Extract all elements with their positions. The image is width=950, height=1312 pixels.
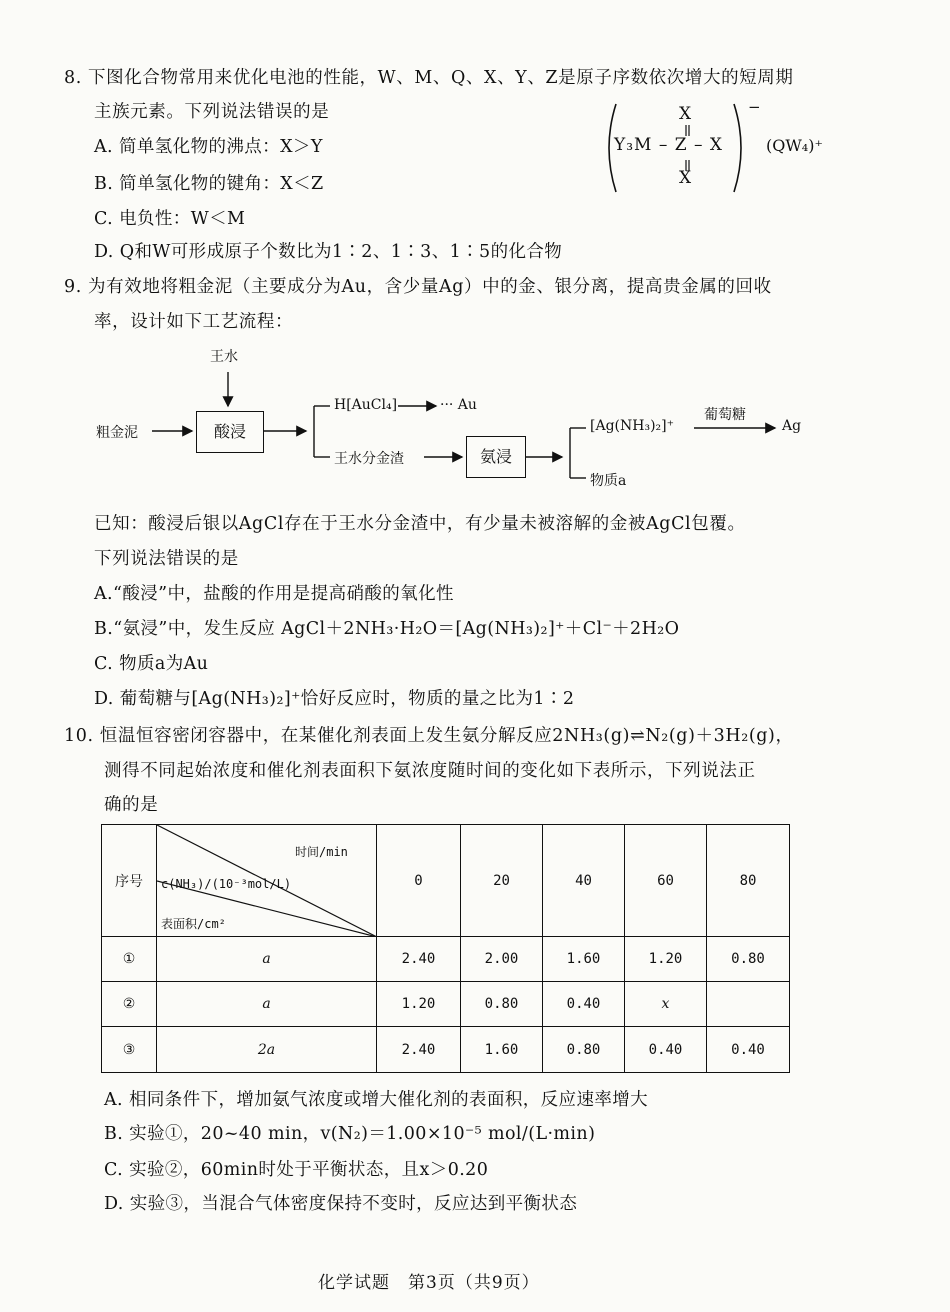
table-cell: 1.60	[461, 1027, 543, 1073]
flow-substance-a: 物质a	[590, 473, 627, 489]
q9-option-b: B.“氨浸”中，发生反应 AgCl＋2NH₃·H₂O＝[Ag(NH₃)₂]⁺＋Cl⁻＋2H₂O	[94, 619, 680, 639]
table-row	[102, 1027, 790, 1073]
flow-acid-leach-box: 酸浸	[196, 411, 264, 453]
row-no: ②	[102, 982, 157, 1027]
flow-aqua-regia: 王水	[210, 349, 238, 365]
row-no: ③	[102, 1027, 157, 1073]
table-cell: 0.80	[707, 937, 790, 982]
q9-stem-line2: 率，设计如下工艺流程：	[94, 312, 294, 332]
row-area: 2a	[157, 1027, 377, 1073]
flow-ag: Ag	[782, 418, 802, 434]
q10-option-a: A. 相同条件下，增加氨气浓度或增大催化剂的表面积，反应速率增大	[104, 1090, 649, 1110]
table-cell: 0.40	[543, 982, 625, 1027]
table-cell: 0.80	[543, 1027, 625, 1073]
flow-crude-gold-mud: 粗金泥	[96, 425, 138, 441]
structure-top-x: X	[679, 104, 692, 124]
table-cell: 0.80	[461, 982, 543, 1027]
flow-glucose: 葡萄糖	[704, 407, 746, 423]
q9-known: 已知：酸浸后银以AgCl存在于王水分金渣中，有少量未被溶解的金被AgCl包覆。	[94, 514, 746, 534]
header-concentration: c(NH₃)/(10⁻³mol/L)	[161, 877, 292, 891]
q10-data-table	[101, 824, 790, 1073]
q9-option-d: D. 葡萄糖与[Ag(NH₃)₂]⁺恰好反应时，物质的量之比为1∶2	[94, 689, 575, 709]
q8-option-b: B. 简单氢化物的键角：X＜Z	[94, 174, 324, 194]
table-row	[102, 982, 790, 1027]
q8-option-c: C. 电负性：W＜M	[94, 209, 246, 229]
q10-stem-line2: 测得不同起始浓度和催化剂表面积下氨浓度随时间的变化如下表所示，下列说法正	[104, 761, 756, 781]
q10-stem-line1: 10. 恒温恒容密闭容器中，在某催化剂表面上发生氨分解反应2NH₃(g)⇌N₂(g)＋3H₂(g)，	[64, 726, 794, 746]
table-cell: 2.40	[377, 1027, 461, 1073]
flow-h-aucl4: H[AuCl₄]	[334, 397, 398, 413]
time-col-2: 40	[543, 825, 625, 937]
table-cell: 2.00	[461, 937, 543, 982]
flow-au: ··· Au	[440, 397, 477, 413]
header-time: 时间/min	[295, 845, 348, 859]
table-cell: 0.40	[707, 1027, 790, 1073]
structure-charge: −	[748, 98, 761, 116]
page-footer: 化学试题 第3页（共9页）	[318, 1273, 540, 1293]
q9-flowchart	[90, 340, 820, 500]
flow-ag-complex: [Ag(NH₃)₂]⁺	[590, 418, 674, 434]
q10-option-d: D. 实验③，当混合气体密度保持不变时，反应达到平衡状态	[104, 1194, 578, 1214]
header-serial-no: 序号	[102, 825, 157, 937]
header-surface-area: 表面积/cm²	[161, 917, 226, 931]
q10-option-c: C. 实验②，60min时处于平衡状态，且x＞0.20	[104, 1160, 489, 1180]
row-no: ①	[102, 937, 157, 982]
structure-cation: (QW₄)⁺	[766, 136, 823, 155]
table-cell: x	[625, 982, 707, 1027]
header-diagonal-cell	[157, 825, 377, 937]
q8-option-d: D. Q和W可形成原子个数比为1∶2、1∶3、1∶5的化合物	[94, 242, 563, 262]
time-col-3: 60	[625, 825, 707, 937]
q9-prompt: 下列说法错误的是	[94, 549, 239, 569]
q9-stem-line1: 9. 为有效地将粗金泥（主要成分为Au，含少量Ag）中的金、银分离，提高贵金属的回收	[64, 277, 772, 297]
q10-stem-line3: 确的是	[104, 795, 159, 815]
table-cell: 1.20	[625, 937, 707, 982]
table-header-row	[102, 825, 790, 937]
q9-option-a: A.“酸浸”中，盐酸的作用是提高硝酸的氧化性	[94, 584, 454, 604]
time-col-0: 0	[377, 825, 461, 937]
table-cell: 2.40	[377, 937, 461, 982]
q8-option-a: A. 简单氢化物的沸点：X＞Y	[94, 137, 323, 157]
q8-stem-line2: 主族元素。下列说法错误的是	[94, 102, 330, 122]
q10-option-b: B. 实验①，20~40 min，v(N₂)＝1.00×10⁻⁵ mol/(L·min)	[104, 1124, 596, 1144]
flow-ammonia-leach-box: 氨浸	[466, 436, 526, 478]
flow-residue: 王水分金渣	[334, 451, 404, 467]
table-cell: 1.20	[377, 982, 461, 1027]
row-area: a	[157, 982, 377, 1027]
time-col-1: 20	[461, 825, 543, 937]
time-col-4: 80	[707, 825, 790, 937]
q8-stem-line1: 8. 下图化合物常用来优化电池的性能，W、M、Q、X、Y、Z是原子序数依次增大的短周期	[64, 68, 794, 88]
table-cell	[707, 982, 790, 1027]
q8-structure-formula	[598, 98, 848, 198]
table-row	[102, 937, 790, 982]
structure-chain: Y₃M – Z – X	[614, 135, 723, 155]
q9-option-c: C. 物质a为Au	[94, 654, 209, 674]
row-area: a	[157, 937, 377, 982]
structure-bottom-x: X	[679, 168, 692, 188]
table-cell: 0.40	[625, 1027, 707, 1073]
table-cell: 1.60	[543, 937, 625, 982]
